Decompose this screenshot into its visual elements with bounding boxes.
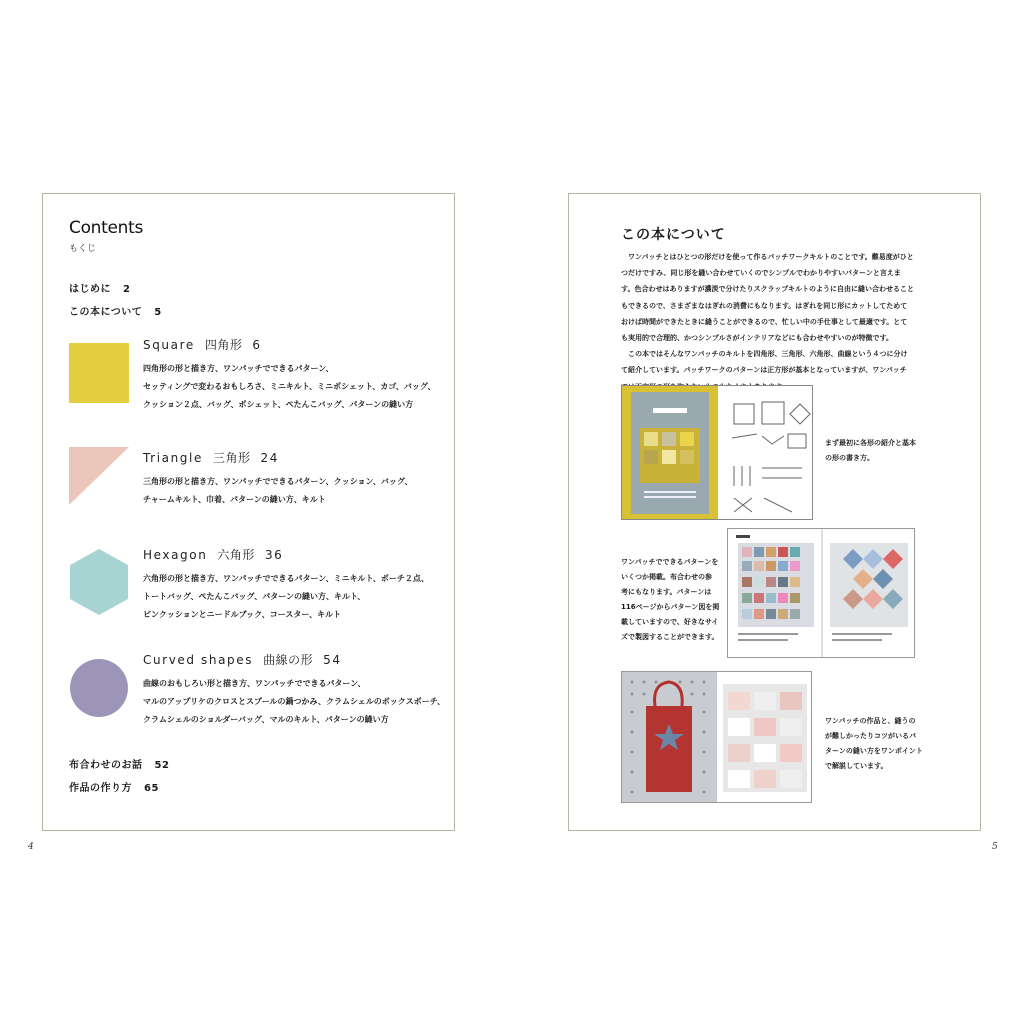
paragraph-line: て紹介しています。パッチワークのパターンは正方形が基本となっていますが、ワンパッチ: [621, 366, 907, 375]
description-line: ピンクッションとニードルブック、コースター、キルト: [143, 610, 341, 619]
section-name-jp: 四角形: [204, 338, 243, 352]
section-page: 54: [323, 653, 342, 667]
description-line: 三角形の形と描き方、ワンパッチでできるパターン、クッション、バッグ、: [143, 477, 413, 486]
section-heading-triangle[interactable]: [143, 449, 279, 466]
page-number-right: 5: [992, 842, 998, 852]
spread-thumbnail-3: [621, 671, 812, 803]
toc-item-label: はじめに: [69, 284, 111, 295]
toc-item-page: 2: [122, 284, 131, 295]
paragraph-line: おけば時間ができたときに縫うことができるので、忙しい中の手仕事として最適です。とて: [621, 317, 908, 326]
pattern-spread-image: [728, 529, 915, 658]
section-name: Square: [143, 338, 195, 352]
caption-line: 考にもなります。パターンは: [621, 588, 712, 596]
description-line: クラムシェルのショルダーバッグ、マルのキルト、パターンの縫い方: [143, 715, 389, 724]
contents-title: Contents: [69, 218, 144, 238]
section-description-square: [143, 360, 448, 414]
toc-item-fabric[interactable]: [69, 756, 169, 771]
toc-item-label: 布合わせのお話: [69, 760, 143, 771]
description-line: 六角形の形と描き方、ワンパッチでできるパターン、ミニキルト、ポーチ２点、: [143, 574, 429, 583]
square-icon: [69, 343, 129, 403]
section-name-jp: 三角形: [212, 451, 251, 465]
section-description-curved: [143, 675, 448, 729]
caption-line: ワンパッチの作品と、縫うの: [825, 717, 916, 725]
toc-item-label: 作品の作り方: [69, 783, 132, 794]
description-line: クッション２点、バッグ、ポシェット、ぺたんこバッグ、パターンの縫い方: [143, 400, 414, 409]
paragraph-line: も実用的で合理的、かつシンプルさがインテリアなどにも合わせやすいのが特徴です。: [621, 334, 893, 343]
caption-2: [621, 555, 719, 645]
section-name-jp: 六角形: [217, 548, 255, 562]
page-number-left: 4: [28, 842, 34, 852]
triangle-icon: [69, 447, 129, 507]
toc-item-howto[interactable]: [69, 779, 159, 794]
paragraph-line: つだけですみ、同じ形を縫い合わせていくのでシンプルでわかりやすいパターンと言えま: [621, 269, 901, 278]
spread-thumbnail-1: [621, 385, 813, 520]
description-line: セッティングで変わるおもしろさ、ミニキルト、ミニポシェット、カゴ、バッグ、: [143, 382, 436, 391]
about-paragraph: [621, 249, 945, 395]
section-heading-hexagon[interactable]: [143, 546, 283, 563]
section-name: Curved shapes: [143, 653, 254, 667]
about-title: この本について: [621, 227, 726, 243]
about-page: [568, 193, 981, 831]
section-name: Triangle: [143, 451, 203, 465]
section-name-jp: 曲線の形: [263, 653, 314, 667]
paragraph-line: もできるので、さまざまなはぎれの消費にもなります。はぎれを同じ形にカットしてためて: [621, 301, 908, 310]
caption-line: ターンの縫い方をワンポイント: [825, 747, 923, 755]
contents-page: [42, 193, 455, 831]
toc-item-page: 65: [143, 783, 159, 794]
caption-line: 載していますので、好きなサイ: [621, 618, 719, 626]
section-name: Hexagon: [143, 548, 208, 562]
description-line: トートバッグ、ぺたんこバッグ、パターンの縫い方、キルト、: [143, 592, 366, 601]
circle-icon: [69, 658, 129, 718]
toc-item-page: 5: [154, 307, 162, 318]
toc-item-intro[interactable]: [69, 280, 130, 295]
caption-line: ワンパッチでできるパターンを: [621, 558, 719, 566]
caption-1: [825, 436, 916, 466]
toc-item-page: 52: [154, 760, 170, 771]
paragraph-line: す。色合わせはありますが濃淡で分けたりスクラップキルトのように自由に縫い合わせること: [621, 285, 914, 294]
description-line: チャームキルト、巾着、パターンの縫い方、キルト: [143, 495, 326, 504]
section-description-triangle: [143, 473, 448, 509]
section-page: 6: [252, 338, 262, 352]
caption-line: いくつか掲載。布合わせの参: [621, 573, 712, 581]
caption-3: [825, 714, 923, 774]
section-page: 36: [264, 548, 284, 562]
caption-line: 116ページからパターン図を掲: [621, 603, 720, 611]
book-spread-image: [622, 386, 813, 520]
caption-line: の形の書き方。: [825, 454, 874, 462]
description-line: マルのアップリケのクロスとスプールの鍋つかみ、クラムシェルのボックスポーチ、: [143, 697, 446, 706]
contents-subtitle: もくじ: [69, 244, 97, 254]
section-heading-curved[interactable]: [143, 651, 342, 668]
section-heading-square[interactable]: [143, 336, 262, 353]
paragraph-line: この本ではそんなワンパッチのキルトを四角形、三角形、六角形、曲線という４つに分け: [621, 350, 908, 359]
section-page: 24: [260, 451, 279, 465]
caption-line: まず最初に各形の紹介と基本: [825, 439, 916, 447]
bag-spread-image: [622, 672, 812, 803]
caption-line: ズで製図することができます。: [621, 633, 719, 641]
description-line: 四角形の形と描き方、ワンパッチでできるパターン、: [143, 364, 334, 373]
toc-item-about[interactable]: [69, 303, 162, 318]
caption-line: で解説しています。: [825, 762, 888, 770]
section-description-hexagon: [143, 570, 448, 624]
spread-thumbnail-2: [727, 528, 915, 658]
caption-line: が難しかったりコツがいるパ: [825, 732, 916, 740]
paragraph-line: ワンパッチとはひとつの形だけを使って作るパッチワークキルトのことです。難易度がひと: [621, 253, 914, 261]
hexagon-icon: [69, 549, 129, 615]
description-line: 曲線のおもしろい形と描き方、ワンパッチでできるパターン、: [143, 679, 366, 688]
toc-item-label: この本について: [69, 307, 143, 318]
